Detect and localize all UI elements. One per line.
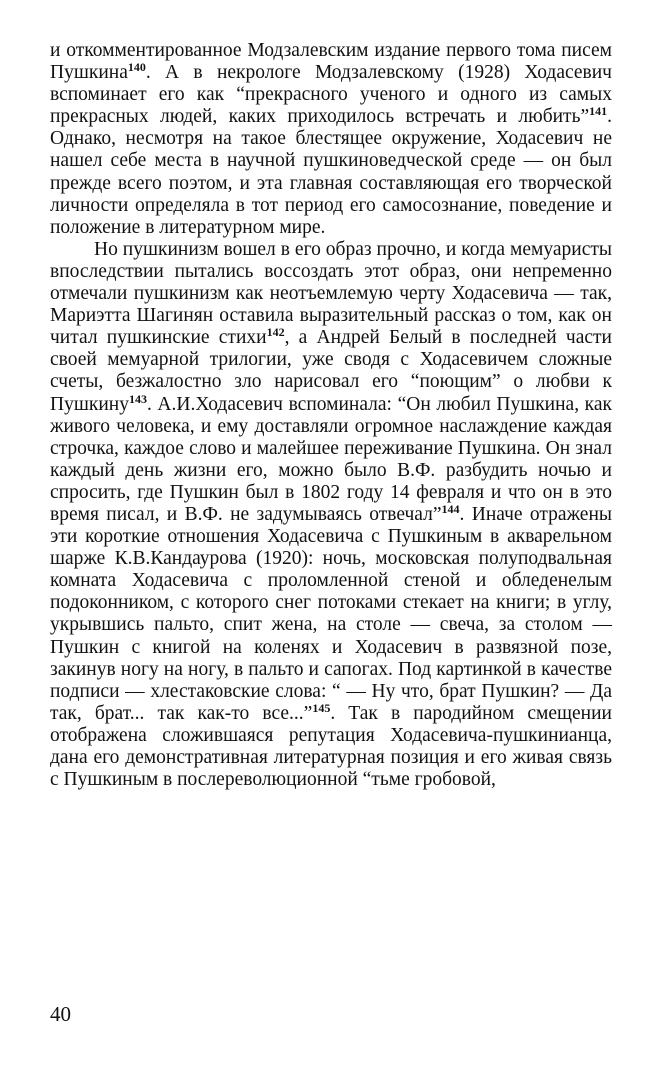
paragraph <box>50 239 612 791</box>
page-number: 40 <box>50 1002 71 1026</box>
text-run: . А.И.Ходасевич вспоминала: “Он любил Пушкина, как живого человека, и ему доставляли огромное наслаждение каждая строчка, каждое слово и малейшее переживание Пушкина. Он знал каждый день жизни его, можно было В.Ф. разбудить ночью и спросить, где Пушкин был в 1802 году 14 февраля и что он в это время писал, и В.Ф. не задумываясь отвечал” <box>50 393 612 525</box>
text-run: . Однако, несмотря на такое блестящее окружение, Ходасевич не нашел себе места в научной пушкиноведческой среде — он был прежде всего поэтом, и эта главная составляющая его творческой личности определяла в тот период его самосознание, поведение и положение в литературном мире. <box>50 106 612 238</box>
text-run: . Так в пародийном смещении отображена сложившаяся репутация Ходасевича-пушкинианца, дана его демонстративная литературная позиция и его живая связь с Пушкиным в послереволюционной “тьме гробовой, <box>50 702 612 791</box>
page-text <box>50 40 612 791</box>
text-run: и откомментированное Модзалевским издание первого тома писем Пушкина <box>50 40 612 84</box>
text-run: , а Андрей Белый в последней части своей мемуарной трилогии, уже сводя с Ходасевичем сложные счеты, безжалостно зло нарисовал его “поющим” о любви к Пушкину <box>50 327 612 415</box>
footnote-reference: 145 <box>312 700 331 715</box>
footnote-reference: 140 <box>127 60 146 75</box>
footnote-reference: 143 <box>128 391 147 406</box>
text-run: Но пушкинизм вошел в его образ прочно, и когда мемуаристы впоследствии пытались воссоздать этот образ, они непременно отмечали пушкинизм как неотъемлемую черту Ходасевича — так, Мариэтта Шагинян оставила выразительный рассказ о том, как он читал пушкинские стихи <box>50 238 612 349</box>
text-run: . Иначе отражены эти короткие отношения Ходасевича с Пушкиным в акварельном шарже К.В.Кандаурова (1920): ночь, московская полуподвальная комната Ходасевича с проломленной стеной и обледенелым подоконником, с которого снег потоками стекает на книги; в углу, укрывшись пальто, спит жена, на столе — свеча, за столом — Пушкин с книгой на коленях и Ходасевич в развязной позе, закинув ногу на ногу, в пальто и сапогах. Под картинкой в качестве подписи — хлестаковские слова: “ — Ну что, брат Пушкин? — Да так, брат... так как-то все...” <box>50 503 612 724</box>
footnote-reference: 142 <box>266 325 285 340</box>
footnote-reference: 141 <box>589 104 608 119</box>
footnote-reference: 144 <box>441 501 460 516</box>
text-run: . А в некрологе Модзалевскому (1928) Ходасевич вспоминает его как “прекрасного ученого и одного из самых прекрасных людей, каких приходилось встречать и любить” <box>50 62 612 128</box>
paragraph <box>50 40 612 239</box>
